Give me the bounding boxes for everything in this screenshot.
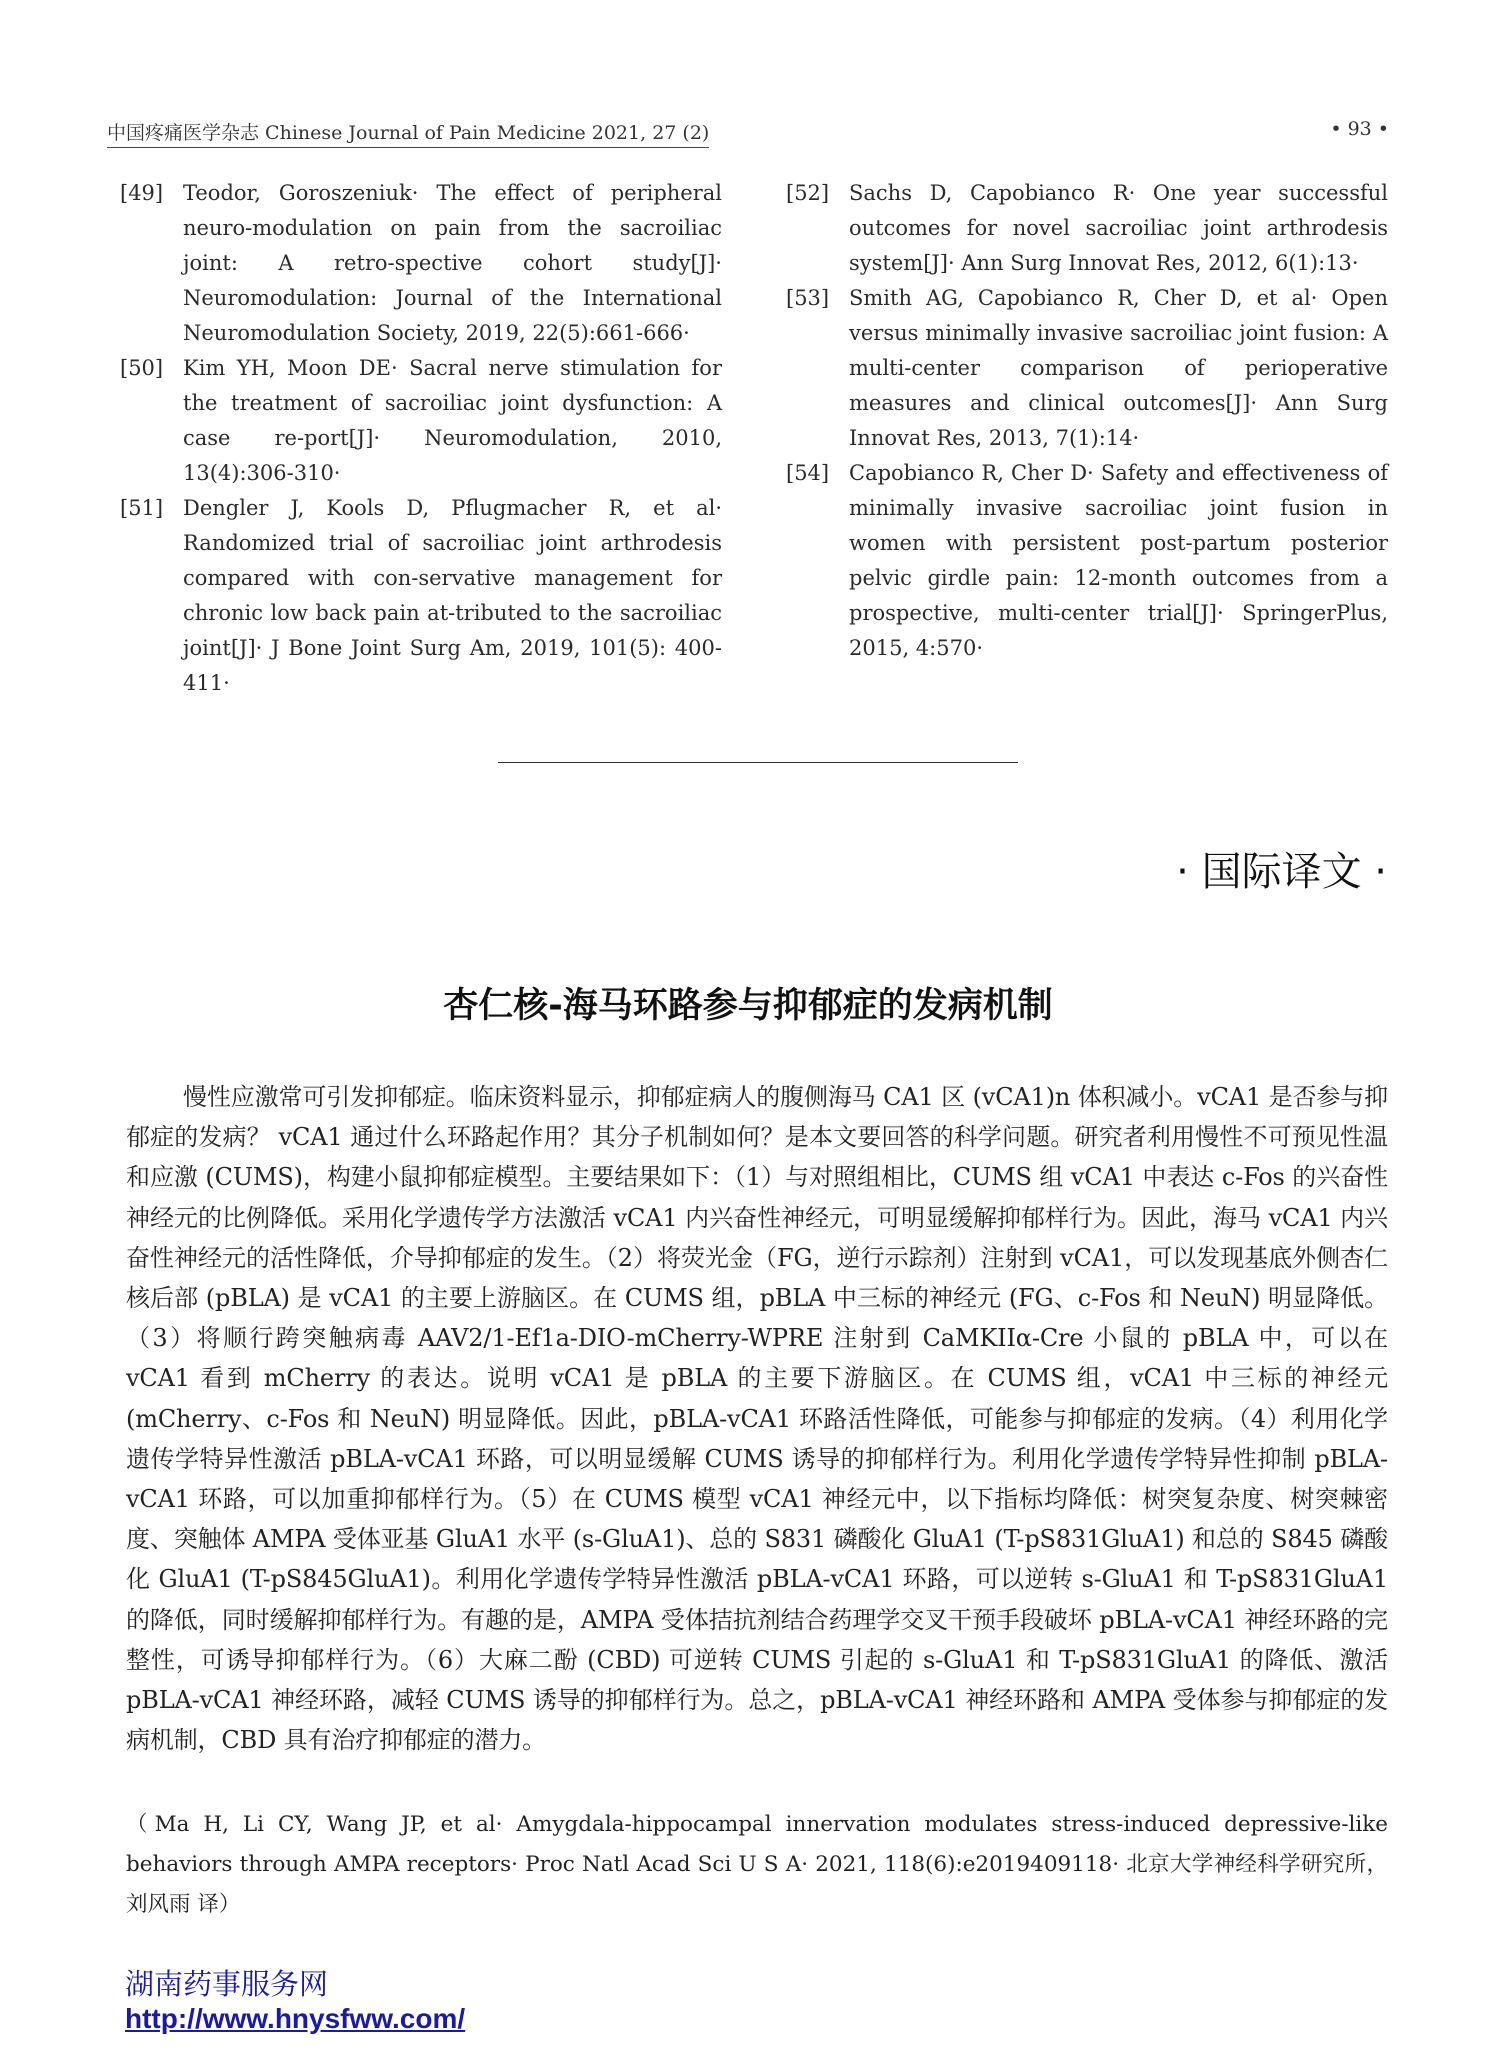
reference-item [786,456,1388,666]
reference-number: [51] [120,496,164,520]
reference-text: Smith AG, Capobianco R, Cher D, et al· Open versus minimally invasive sacroiliac joint fusion: A multi-center comparison of perioperative measures and clinical outcomes[J]· Ann Surg Innovat Res, 2013, 7(1):14· [849,286,1388,450]
reference-text: Kim YH, Moon DE· Sacral nerve stimulation for the treatment of sacroiliac joint dysfunction: A case re-port[J]· Neuromodulation, 2010, 13(4):306-310· [183,356,722,485]
reference-number: [52] [786,181,830,205]
references-right-column [786,176,1388,666]
reference-number: [54] [786,461,830,485]
watermark [125,1966,465,2036]
reference-item [786,176,1388,281]
reference-number: [50] [120,356,164,380]
reference-text: Sachs D, Capobianco R· One year successful outcomes for novel sacroiliac joint arthrodesis system[J]· Ann Surg Innovat Res, 2012, 6(1):13· [849,181,1388,275]
reference-text: Teodor, Goroszeniuk· The effect of peripheral neuro-modulation on pain from the sacroiliac joint: A retro-spective cohort study[J]· Neuromodulation: Journal of the International Neuromodulation Society, 2019, 22(5):661-666· [183,181,722,345]
reference-text: Dengler J, Kools D, Pflugmacher R, et al· Randomized trial of sacroiliac joint arthrodesis compared with con-servative management for chronic low back pain at-tributed to the sacroiliac joint[J]· J Bone Joint Surg Am, 2019, 101(5): 400-411· [183,496,722,695]
reference-text: Capobianco R, Cher D· Safety and effectiveness of minimally invasive sacroiliac joint fusion in women with persistent post-partum posterior pelvic girdle pain: 12-month outcomes from a prospective, multi-center trial[J]· SpringerPlus, 2015, 4:570· [849,461,1388,660]
reference-item [120,176,722,351]
reference-item [120,491,722,701]
references-left-column [120,176,722,701]
reference-number: [53] [786,286,830,310]
section-divider [498,762,1018,763]
reference-number: [49] [120,181,164,205]
reference-item [786,281,1388,456]
journal-header: 中国疼痛医学杂志 Chinese Journal of Pain Medicine 2021, 27 (2) [107,118,709,148]
article-body: 慢性应激常可引发抑郁症。临床资料显示，抑郁症病人的腹侧海马 CA1 区 (vCA1)n 体积减小。vCA1 是否参与抑郁症的发病？ vCA1 通过什么环路起作用？其分子机制如何？是本文要回答的科学问题。研究者利用慢性不可预见性温和应激 (CUMS)，构建小鼠抑郁症模型。主要结果如下：（1）与对照组相比，CUMS 组 vCA1 中表达 c-Fos 的兴奋性神经元的比例降低。采用化学遗传学方法激活 vCA1 内兴奋性神经元，可明显缓解抑郁样行为。因此，海马 vCA1 内兴奋性神经元的活性降低，介导抑郁症的发生。（2）将荧光金（FG，逆行示踪剂）注射到 vCA1，可以发现基底外侧杏仁核后部 (pBLA) 是 vCA1 的主要上游脑区。在 CUMS 组，pBLA 中三标的神经元 (FG、c-Fos 和 NeuN) 明显降低。（3）将顺行跨突触病毒 AAV2/1-Ef1a-DIO-mCherry-WPRE 注射到 CaMKIIα-Cre 小鼠的 pBLA 中，可以在 vCA1 看到 mCherry 的表达。说明 vCA1 是 pBLA 的主要下游脑区。在 CUMS 组，vCA1 中三标的神经元 (mCherry、c-Fos 和 NeuN) 明显降低。因此，pBLA-vCA1 环路活性降低，可能参与抑郁症的发病。（4）利用化学遗传学特异性激活 pBLA-vCA1 环路，可以明显缓解 CUMS 诱导的抑郁样行为。利用化学遗传学特异性抑制 pBLA-vCA1 环路，可以加重抑郁样行为。（5）在 CUMS 模型 vCA1 神经元中，以下指标均降低：树突复杂度、树突棘密度、突触体 AMPA 受体亚基 GluA1 水平 (s-GluA1)、总的 S831 磷酸化 GluA1 (T-pS831GluA1) 和总的 S845 磷酸化 GluA1 (T-pS845GluA1)。利用化学遗传学特异性激活 pBLA-vCA1 环路，可以逆转 s-GluA1 和 T-pS831GluA1 的降低，同时缓解抑郁样行为。有趣的是，AMPA 受体拮抗剂结合药理学交叉干预手段破坏 pBLA-vCA1 神经环路的完整性，可诱导抑郁样行为。（6）大麻二酚 (CBD) 可逆转 CUMS 引起的 s-GluA1 和 T-pS831GluA1 的降低、激活 pBLA-vCA1 神经环路，减轻 CUMS 诱导的抑郁样行为。总之，pBLA-vCA1 神经环路和 AMPA 受体参与抑郁症的发病机制，CBD 具有治疗抑郁症的潜力。 [126,1083,1388,1755]
page-number: • 93 • [1330,118,1389,140]
reference-item [120,351,722,491]
section-tag: · 国际译文 · [1176,849,1387,895]
watermark-url-link[interactable]: http://www.hnysfww.com/ [125,2003,466,2034]
article-title: 杏仁核-海马环路参与抑郁症的发病机制 [443,986,1053,1026]
watermark-site-name: 湖南药事服务网 [125,1967,329,2001]
running-head [107,118,1389,148]
article-citation: （Ma H, Li CY, Wang JP, et al· Amygdala-hippocampal innervation modulates stress-induced depressive-like behaviors through AMPA receptors· Proc Natl Acad Sci U S A· 2021, 118(6):e2019409118· 北京大学神经科学研究所，刘风雨 译） [126,1812,1388,1917]
